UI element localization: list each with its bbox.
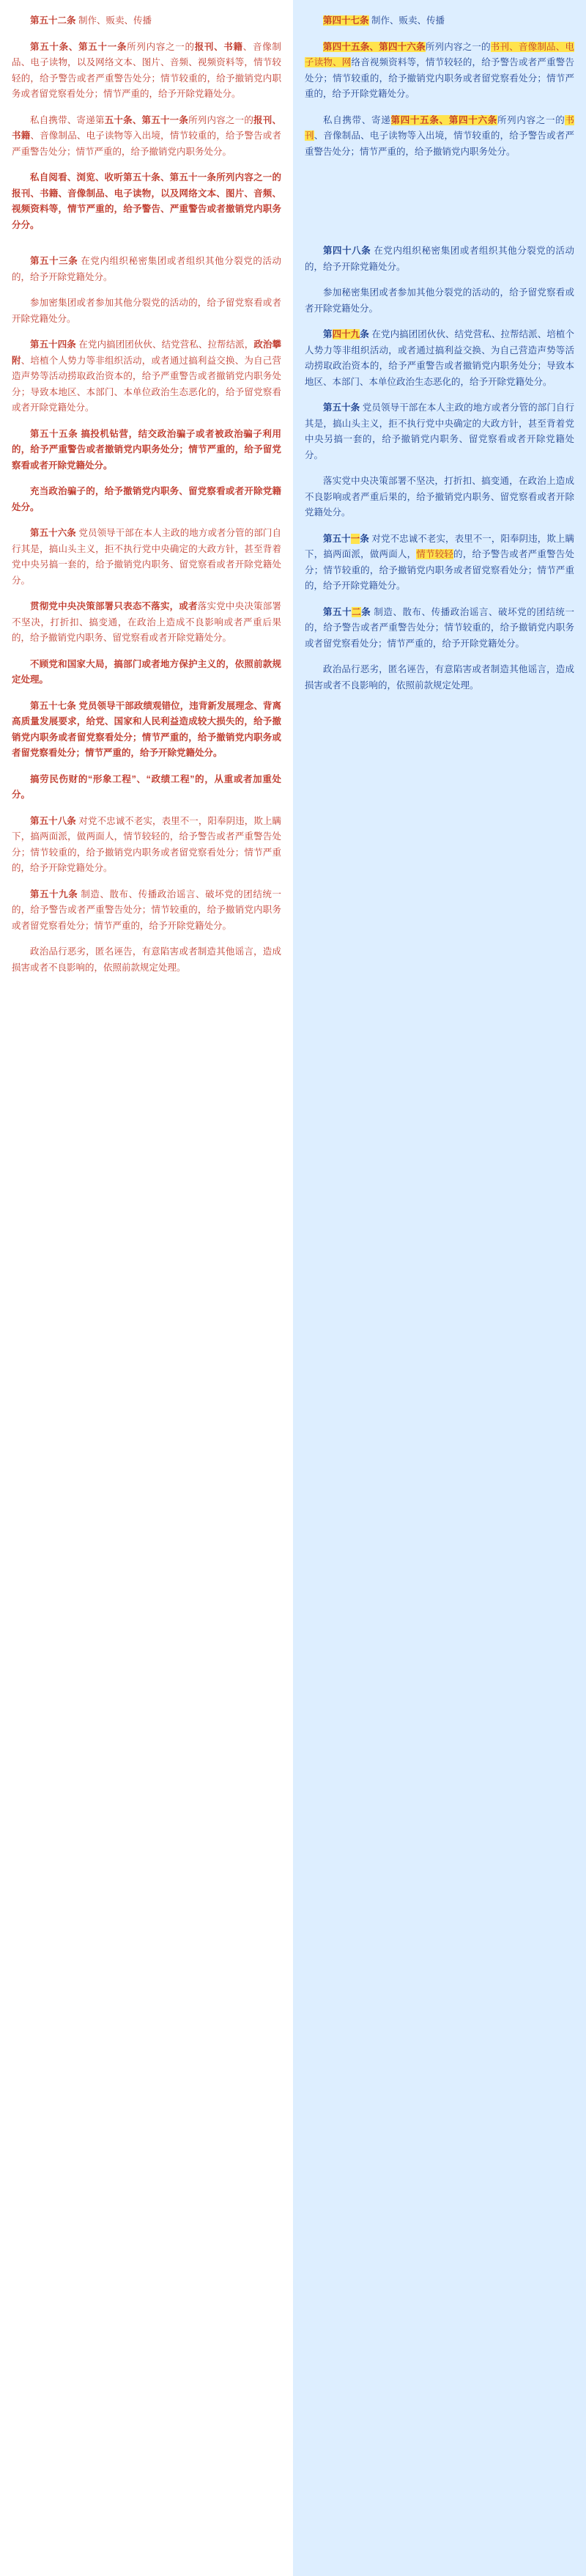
text-run: 、音像制品、电子读物， [12, 41, 281, 67]
text-run: 第五十 [323, 533, 351, 544]
text-run: 第四十七条 [323, 15, 369, 26]
paragraph [305, 40, 574, 103]
text-run: 、培植个人势力等非组织活动，或者通过搞利益交换、为自己营造声势等活动捞取政治资本的，给予严重警告或者撤销党内职务处分；导致本地区、本部门、本单位政治生态恶化的，给予留党察看或者开除党籍处分。 [12, 355, 281, 413]
text-run: 党员领导干部在本人主政的地方或者分管的部门自行其是，搞山头主义，拒不执行党中央确定的大政方针，甚至背着党中央另搞一套的，给予撤销党内职务、留党察看或者开除党籍处分。 [305, 402, 574, 460]
text-run: 条 [360, 533, 369, 544]
text-run: 以及网络文本、图片、音频、视频资料等，情节较轻的，给予警告或者严重警告处分；情节较重的，给予撤销党内职务或者留党察看处分；情节严重的，给予开除党籍处分。 [12, 57, 281, 99]
paragraph [305, 285, 574, 317]
paragraph [12, 944, 281, 976]
text-run: 报刊、书籍 [12, 114, 281, 141]
paragraph [305, 605, 574, 652]
text-run: 条 [360, 329, 369, 339]
text-run: 书刊 [305, 114, 574, 141]
paragraph [12, 814, 281, 877]
text-run: 络音视频资料等，情节较轻的，给予警告或者严重警告处分；情节较重的，给予撤销党内职务或者留党察看处分；情节严重的，给予开除党籍处分。 [305, 57, 574, 99]
text-run: 落实党中央决策部署不坚决，打折扣、搞变通，在政治上造成不良影响或者严重后果的，给予撤销党内职务、留党察看或者开除党籍处分。 [12, 601, 281, 643]
text-run: 落实党中央决策部署不坚决，打折扣、搞变通，在政治上造成不良影响或者严重后果的，给予撤销党内职务、留党察看或者开除党籍处分。 [305, 476, 574, 518]
text-run: 私自阅看、浏览、收听第五十 [30, 172, 152, 183]
text-run: 搞劳民伤财的“形象工程”、“政绩工程”的，从重或者加重处分。 [12, 773, 281, 800]
text-run: 第四十八条 [323, 246, 371, 256]
text-run: 条、第五十一条所列内容之一的报刊、书籍、音像制品、电子读物，以及网络文本、图片、音频、视频资料等，情节严重的，给予警告、严重警告或者撤销党内职务分分。 [12, 172, 281, 230]
paragraph [12, 170, 281, 233]
paragraph [305, 662, 574, 693]
text-run: 参加秘密集团或者参加其他分裂党的活动的，给予留党察看或者开除党籍处分。 [305, 287, 574, 314]
paragraph [305, 243, 574, 275]
text-run: 制作、贩卖、传播 [368, 15, 445, 26]
paragraph [12, 599, 281, 647]
text-run: 在党内组织秘密集团或者组织其他分裂党的活动的，给予开除党籍处分。 [305, 246, 574, 272]
text-run: 在党内搞团团伙伙、结党营私、拉帮结派， [75, 339, 254, 350]
paragraph [305, 13, 574, 29]
paragraph [12, 337, 281, 416]
text-run: 五十条、第五十一条 [104, 114, 189, 125]
text-run: 书刊 [490, 41, 510, 52]
text-run: 、音像制品、电子读物等入出境，情节较重的，给予警告或者严重警告处分；情节严重的，给予撤销党内职务处分。 [305, 130, 574, 157]
text-run: 第四十五条、第四十六条 [323, 41, 426, 52]
text-run: 在党内搞团团伙伙、结党营私、拉帮结派、培植个人势力等非组织活动，或者通过搞利益交换、为自己营造声势等活动捞取政治资本的，给予严重警告或者撤销党内职务处分；导致本地区、本部门、本单位政治生态恶化的，给予开除党籍处分。 [305, 329, 574, 387]
text-run: 政治攀附 [12, 339, 281, 366]
text-run: 对党不忠诚不老实，表里不一，阳奉阴违，欺上瞒下，搞两面派，做两面人， [305, 533, 574, 559]
text-run: 条 [361, 606, 371, 617]
text-run: 搞投机钻营，结交政治骗子或者被政治骗子利用的，给予严重警告或者撤销党内职务处分；情节严重的，给予留党察看或者开除党籍处分。 [12, 428, 281, 471]
paragraph [305, 474, 574, 521]
text-run: 充当政治骗子的，给予撤销党内职务、留党察看或者开除党籍处分。 [12, 486, 281, 512]
paragraph [12, 13, 281, 29]
paragraph [305, 400, 574, 463]
text-run: 第五十二条 [30, 15, 76, 26]
paragraph [12, 254, 281, 285]
text-run: 书籍 [223, 41, 243, 52]
paragraph [305, 170, 574, 233]
text-run-highlighted: 四十九 [332, 329, 360, 339]
column-original [293, 0, 586, 2576]
paragraph [305, 327, 574, 390]
text-run: 党员领导干部在本人主政的地方或者分管的部门自行其是，搞山头主义，拒不执行党中央确定的大政方针，甚至背着党中央另搞一套的，给予撤销党内职务、留党察看或者开除党籍处分。 [12, 528, 281, 586]
paragraph [12, 427, 281, 474]
text-run: 二 [352, 606, 362, 617]
text-run: 报 [194, 41, 204, 52]
text-run: 第五十七条 [30, 700, 76, 711]
paragraph [12, 40, 281, 103]
text-run: 第五十八条 [30, 815, 76, 826]
text-run: 情节较轻 [416, 549, 454, 559]
text-run: 所列内容之一的 [425, 41, 491, 52]
text-run-highlighted: 一 [350, 533, 360, 544]
text-run: 私自携带、寄递 [323, 114, 391, 125]
text-run: 对党不忠诚不老实，表里不一，阳奉阴违，欺上瞒下，搞两面派，做两面人，情节较轻的，给予警告或者严重警告处分；情节较重的，给予撤销党内职务或者留党察看处分；情节严重的，给予开除党籍处分。 [12, 815, 281, 873]
text-run: 所列内容之一的 [497, 114, 565, 125]
text-run: 制造、散布、传播政治谣言、破坏党的团结统一的，给予警告或者严重警告处分；情节较重的，给予撤销党内职务或者留党察看处分；情节严重的，给予开除党籍处分。 [305, 606, 574, 649]
text-run: 第五十五条 [30, 428, 78, 439]
text-run: 网 [341, 57, 352, 67]
text-run: 贯彻党中央决策部署只表态不落实，或者 [30, 601, 198, 611]
paragraph [12, 887, 281, 935]
text-run: 第五十条 [323, 402, 360, 413]
text-run: 、音像制品、电子读物等入出境，情节较重的，给予警告或者严重警告处分；情节严重的，给予撤销党内职务处分。 [12, 130, 281, 157]
text-run: 党员领导干部政绩观错位，违背新发展理念、背离高质量发展要求，给党、国家和人民利益造成较大损失的，给予撤销党内职务或者留党察看处分；情节严重的，给予撤销党内职务或者留党察看处分；情节严重的，给予开除党籍处分。 [12, 700, 281, 758]
text-run: 政治品行恶劣，匿名诬告，有意陷害或者制造其他谣言，造成损害或者不良影响的，依照前款规定处理。 [305, 664, 574, 691]
text-run: 不顾党和国家大局，搞部门或者地方保护主义的，依照前款规定处理。 [12, 658, 281, 685]
text-run: 第五十条、第五十一条 [30, 41, 127, 52]
text-run: 所列内容之一的 [188, 114, 254, 125]
text-run: 第五十六条 [30, 528, 76, 538]
text-run: 第五十三条 [30, 256, 78, 266]
text-run: 参加密集团或者参加其他分裂党的活动的，给予留党察看或者开除党籍处分。 [12, 298, 281, 324]
paragraph [12, 657, 281, 688]
text-run: 政治品行恶劣，匿名诬告，有意陷害或者制造其他谣言，造成损害或者不良影响的，依照前款规定处理。 [12, 946, 281, 973]
text-run: 、音像制品、电子读物、 [305, 41, 574, 67]
paragraph [12, 295, 281, 327]
text-run: 四十六条 [459, 114, 497, 125]
text-run: 第五十 [323, 606, 352, 617]
paragraph [12, 113, 281, 161]
text-run: 刊、 [204, 41, 224, 52]
paragraph [305, 531, 574, 595]
paragraph [305, 113, 574, 161]
paragraph [12, 772, 281, 803]
text-run: 第 [323, 329, 333, 339]
text-run: 第五十四条 [30, 339, 76, 350]
text-run: 所列内容之一的 [127, 41, 195, 52]
text-run: 第五十九条 [30, 888, 78, 899]
text-run: 第四十五条、第 [390, 114, 459, 125]
paragraph [12, 699, 281, 762]
paragraph [12, 484, 281, 515]
text-run: 制作、贩卖、传播 [75, 15, 152, 26]
text-run: 私自携带、寄递第 [30, 114, 105, 125]
paragraph [12, 526, 281, 589]
text-run: 制造、散布、传播政治谣言、破坏党的团结统一的，给予警告或者严重警告处分；情节较重的，给予撤销党内职务或者留党察看处分；情节严重的，给予开除党籍处分。 [12, 888, 281, 931]
text-run: 在党内组织秘密集团或者组织其他分裂党的活动的，给予开除党籍处分。 [12, 256, 281, 282]
paragraph-spacer [12, 243, 281, 254]
text-run: 的，给予警告或者严重警告处分；情节较重的，给予撤销党内职务或者留党察看处分；情节严重的，给予开除党籍处分。 [305, 549, 574, 591]
